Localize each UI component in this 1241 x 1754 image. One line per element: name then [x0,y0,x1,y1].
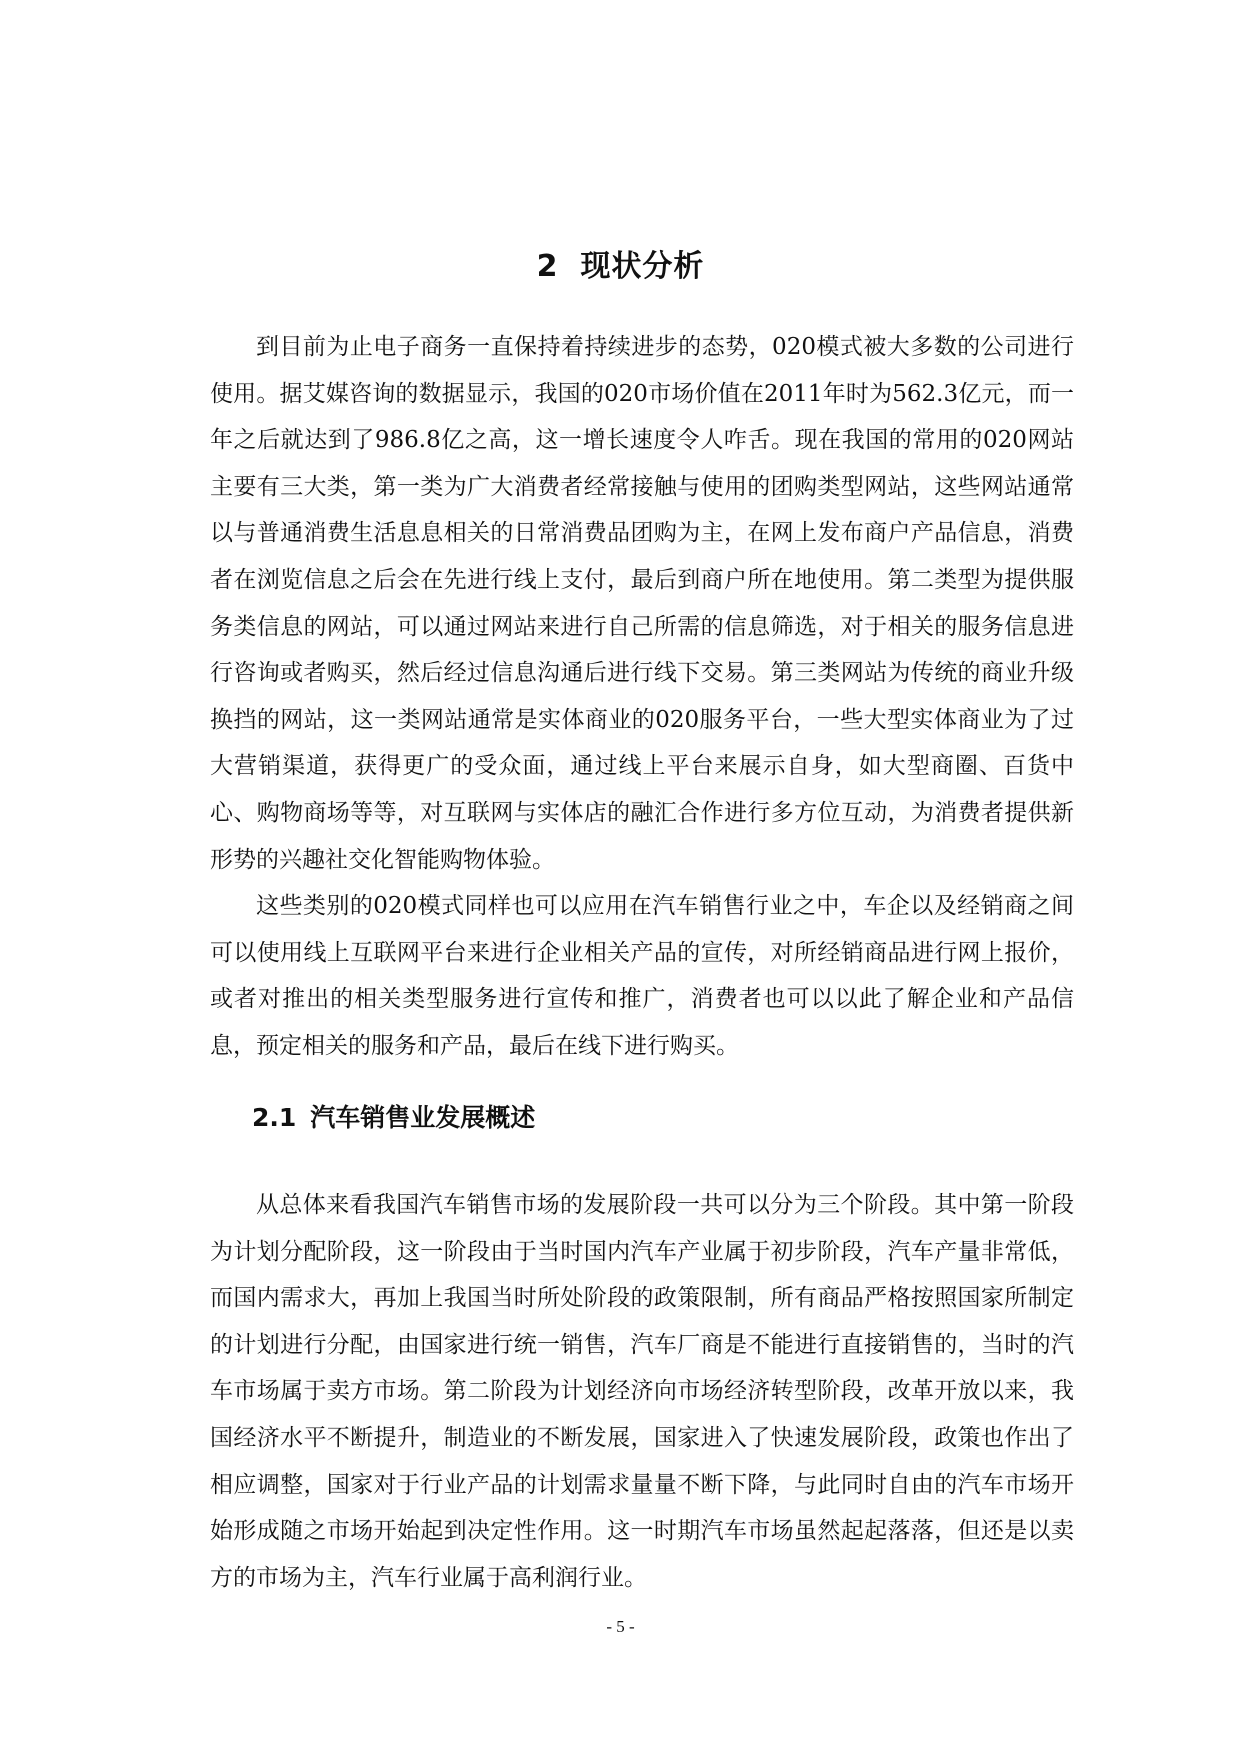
chapter-title [0,246,1241,288]
chapter-title-text: 现状分析 [580,249,705,284]
section-title-text: 汽车销售业发展概述 [310,1103,536,1132]
section-number: 2.1 [252,1103,297,1132]
chapter-number: 2 [536,249,559,284]
paragraph: 这些类别的020模式同样也可以应用在汽车销售行业之中，车企以及经销商之间可以使用线上互联网平台来进行企业相关产品的宣传，对所经销商品进行网上报价，或者对推出的相关类型服务进行宣传和推广，消费者也可以以此了解企业和产品信息，预定相关的服务和产品，最后在线下进行购买。 [210,893,1074,1059]
section-body [210,1182,1074,1601]
page-number: - 5 - [606,1617,635,1636]
paragraph: 到目前为止电子商务一直保持着持续进步的态势，020模式被大多数的公司进行使用。据艾媒咨询的数据显示，我国的020市场价值在2011年时为562.3亿元，而一年之后就达到了986.8亿之高，这一增长速度令人咋舌。现在我国的常用的020网站主要有三大类，第一类为广大消费者经常接触与使用的团购类型网站，这些网站通常以与普通消费生活息息相关的日常消费品团购为主，在网上发布商户产品信息，消费者在浏览信息之后会在先进行线上支付，最后到商户所在地使用。第二类型为提供服务类信息的网站，可以通过网站来进行自己所需的信息筛选，对于相关的服务信息进行咨询或者购买，然后经过信息沟通后进行线下交易。第三类网站为传统的商业升级换挡的网站，这一类网站通常是实体商业的020服务平台，一些大型实体商业为了过大营销渠道，获得更广的受众面，通过线上平台来展示自身，如大型商圈、百货中心、购物商场等等，对互联网与实体店的融汇合作进行多方位互动，为消费者提供新形势的兴趣社交化智能购物体验。 [210,334,1074,873]
section-heading [252,1100,535,1136]
paragraph: 从总体来看我国汽车销售市场的发展阶段一共可以分为三个阶段。其中第一阶段为计划分配阶段，这一阶段由于当时国内汽车产业属于初步阶段，汽车产量非常低，而国内需求大，再加上我国当时所处阶段的政策限制，所有商品严格按照国家所制定的计划进行分配，由国家进行统一销售，汽车厂商是不能进行直接销售的，当时的汽车市场属于卖方市场。第二阶段为计划经济向市场经济转型阶段，改革开放以来，我国经济水平不断提升，制造业的不断发展，国家进入了快速发展阶段，政策也作出了相应调整，国家对于行业产品的计划需求量量不断下降，与此同时自由的汽车市场开始形成随之市场开始起到决定性作用。这一时期汽车市场虽然起起落落，但还是以卖方的市场为主，汽车行业属于高利润行业。 [210,1192,1074,1591]
intro-body [210,324,1074,1070]
